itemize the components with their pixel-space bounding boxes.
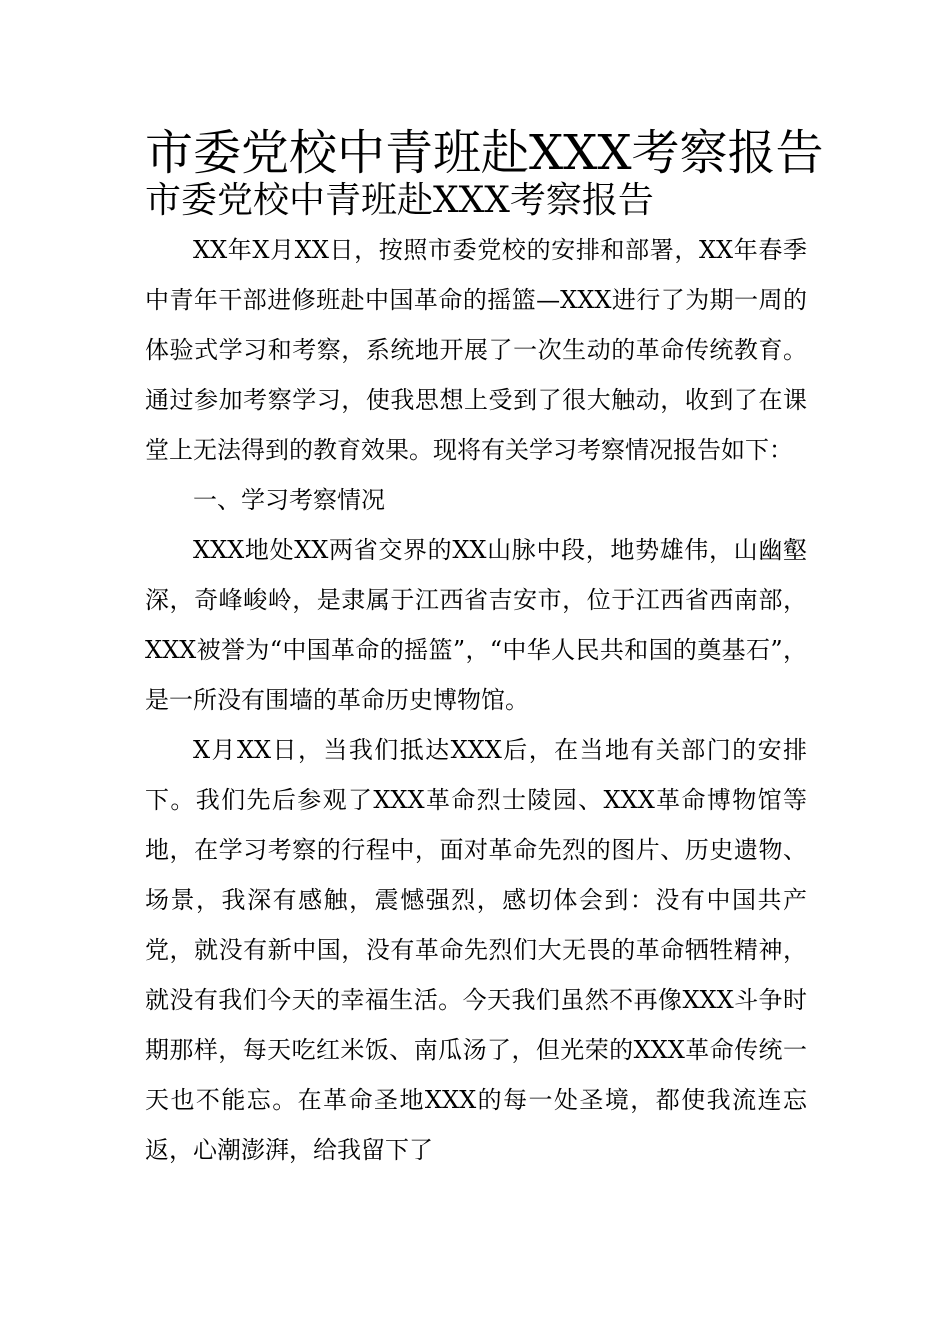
paragraph-location: XXX地处XX两省交界的XX山脉中段，地势雄伟，山幽壑深，奇峰峻岭，是隶属于江西省吉安市，位于江西省西南部，XXX被誉为“中国革命的摇篮”，“中华人民共和国的奠基石”，是一所没有围墙的革命历史博物馆。 — [145, 536, 807, 714]
document-body — [145, 125, 824, 1175]
paragraph-visit: X月XX日，当我们抵达XXX后，在当地有关部门的安排下。我们先后参观了XXX革命烈士陵园、XXX革命博物馆等地，在学习考察的行程中，面对革命先烈的图片、历史遗物、场景，我深有感触，震憾强烈，感切体会到：没有中国共产党，就没有新中国，没有革命先烈们大无畏的革命牺牲精神，就没有我们今天的幸福生活。今天我们虽然不再像XXX斗争时期那样，每天吃红米饭、南瓜汤了，但光荣的XXX革命传统一天也不能忘。在革命圣地XXX的每一处圣境，都使我流连忘返，心潮澎湃，给我留下了 — [145, 736, 807, 1164]
paragraph-intro: XX年X月XX日，按照市委党校的安排和部署，XX年春季中青年干部进修班赴中国革命的摇篮—XXX进行了为期一周的体验式学习和考察，系统地开展了一次生动的革命传统教育。通过参加考察学习，使我思想上受到了很大触动，收到了在课堂上无法得到的教育效果。现将有关学习考察情况报告如下： — [145, 236, 807, 464]
document-title: 市委党校中青班赴XXX考察报告 — [145, 125, 824, 181]
document-subtitle: 市委党校中青班赴XXX考察报告 — [145, 180, 654, 221]
section-heading-1: 一、学习考察情况 — [193, 486, 385, 514]
